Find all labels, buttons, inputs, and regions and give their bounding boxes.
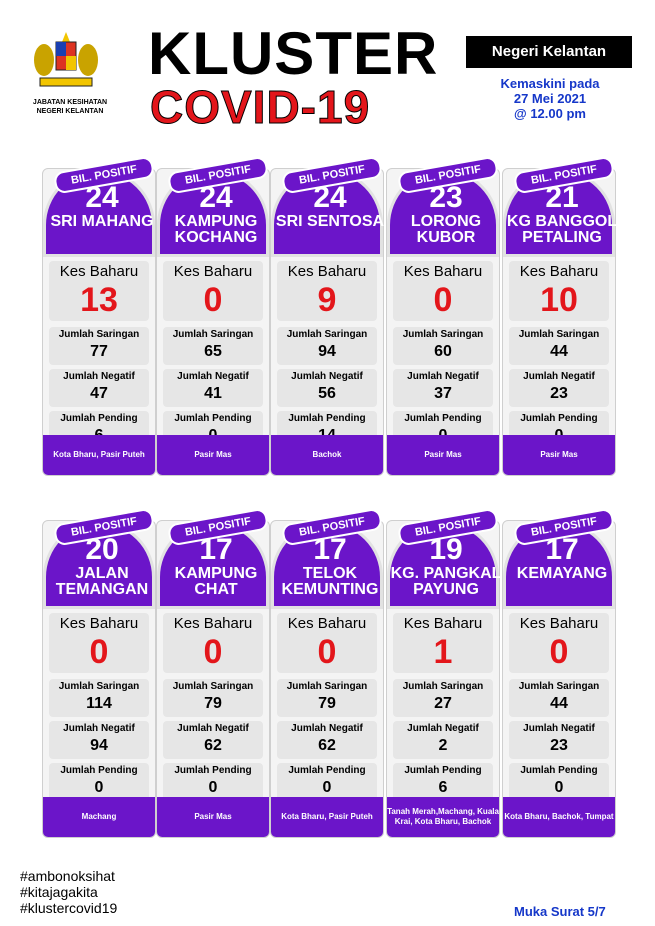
district-label: Machang <box>43 797 155 837</box>
negative-box <box>277 369 377 407</box>
cluster-header <box>43 515 155 609</box>
new-cases-label: Kes Baharu <box>287 263 367 280</box>
negative-value: 56 <box>318 385 336 402</box>
cluster-header <box>387 163 499 257</box>
negative-box <box>49 721 149 759</box>
new-cases-label: Kes Baharu <box>287 615 367 632</box>
pending-value: 0 <box>94 779 104 796</box>
district-label: Kota Bharu, Bachok, Tumpat <box>503 797 615 837</box>
cluster-card <box>386 163 500 476</box>
new-cases-box <box>163 261 263 321</box>
district-label: Bachok <box>271 435 383 475</box>
screened-box <box>509 327 609 365</box>
updated-date: 27 Mei 2021 <box>513 91 587 106</box>
district-label: Pasir Mas <box>387 435 499 475</box>
updated-time: @ 12.00 pm <box>514 106 586 121</box>
district-label: Pasir Mas <box>157 435 269 475</box>
pending-label: Jumlah Pending <box>174 413 252 424</box>
cluster-name: KAMPUNG CHAT <box>174 565 258 598</box>
screened-label: Jumlah Saringan <box>286 681 368 692</box>
cluster-name: TELOK KEMUNTING <box>281 565 379 598</box>
positive-badge: BIL. POSITIF <box>167 507 269 546</box>
positive-count: 19 <box>429 533 463 566</box>
hashtag: #ambonoksihat <box>20 868 115 884</box>
district-label: Kota Bharu, Pasir Puteh <box>43 435 155 475</box>
pending-box <box>49 763 149 801</box>
screened-label: Jumlah Saringan <box>402 329 484 340</box>
cluster-name: LORONG KUBOR <box>410 213 482 246</box>
pending-label: Jumlah Pending <box>520 765 598 776</box>
screened-value: 44 <box>550 695 568 712</box>
screened-value: 77 <box>90 343 108 360</box>
positive-count: 21 <box>545 181 579 214</box>
negative-value: 23 <box>550 737 568 754</box>
negative-value: 62 <box>318 737 336 754</box>
district-label: Pasir Mas <box>157 797 269 837</box>
hashtag: #kitajagakita <box>20 884 98 900</box>
screened-label: Jumlah Saringan <box>172 681 254 692</box>
negative-label: Jumlah Negatif <box>523 723 595 734</box>
new-cases-box <box>393 613 493 673</box>
positive-count: 17 <box>545 533 579 566</box>
cluster-header <box>271 163 385 257</box>
cluster-name: KEMAYANG <box>516 565 608 582</box>
new-cases-box <box>49 261 149 321</box>
positive-badge: BIL. POSITIF <box>53 155 155 194</box>
cluster-card <box>502 163 618 476</box>
new-cases-value: 10 <box>540 281 578 319</box>
screened-box <box>163 679 263 717</box>
negative-label: Jumlah Negatif <box>177 723 249 734</box>
cluster-card <box>42 515 156 838</box>
positive-count: 17 <box>199 533 233 566</box>
new-cases-value: 9 <box>317 281 337 319</box>
screened-label: Jumlah Saringan <box>518 329 600 340</box>
negative-value: 47 <box>90 385 108 402</box>
negative-value: 2 <box>438 737 448 754</box>
new-cases-box <box>509 261 609 321</box>
new-cases-label: Kes Baharu <box>519 615 599 632</box>
pending-box <box>393 763 493 801</box>
new-cases-value: 0 <box>203 281 223 319</box>
positive-badge: BIL. POSITIF <box>281 507 383 546</box>
positive-badge: BIL. POSITIF <box>513 507 615 546</box>
cluster-card <box>502 515 616 838</box>
cluster-card <box>270 515 384 838</box>
new-cases-box <box>393 261 493 321</box>
district-label: Kota Bharu, Pasir Puteh <box>271 797 383 837</box>
negative-box <box>509 369 609 407</box>
negative-box <box>393 369 493 407</box>
screened-value: 79 <box>204 695 222 712</box>
negative-box <box>49 369 149 407</box>
screened-box <box>393 679 493 717</box>
updated-label: Kemaskini pada <box>500 76 600 91</box>
new-cases-label: Kes Baharu <box>403 263 483 280</box>
screened-box <box>393 327 493 365</box>
screened-value: 27 <box>434 695 452 712</box>
screened-label: Jumlah Saringan <box>172 329 254 340</box>
positive-badge: BIL. POSITIF <box>513 155 615 194</box>
pending-value: 0 <box>208 779 218 796</box>
new-cases-label: Kes Baharu <box>173 263 253 280</box>
new-cases-value: 0 <box>203 633 223 671</box>
cluster-header <box>503 163 618 257</box>
positive-badge: BIL. POSITIF <box>53 507 155 546</box>
hashtag: #klustercovid19 <box>20 900 118 916</box>
state-label: Negeri Kelantan <box>466 36 632 68</box>
pending-box <box>277 763 377 801</box>
pending-label: Jumlah Pending <box>520 413 598 424</box>
cluster-card <box>386 515 502 838</box>
screened-box <box>277 327 377 365</box>
cluster-name: SRI SENTOSA <box>275 213 385 230</box>
pending-label: Jumlah Pending <box>174 765 252 776</box>
cluster-header <box>387 515 502 609</box>
cluster-header <box>157 163 269 257</box>
negative-label: Jumlah Negatif <box>523 371 595 382</box>
negative-label: Jumlah Negatif <box>177 371 249 382</box>
negative-label: Jumlah Negatif <box>407 723 479 734</box>
district-label: Pasir Mas <box>503 435 615 475</box>
cluster-header <box>271 515 383 609</box>
new-cases-label: Kes Baharu <box>519 263 599 280</box>
positive-count: 24 <box>199 181 233 214</box>
cluster-card <box>156 515 270 838</box>
screened-label: Jumlah Saringan <box>58 329 140 340</box>
negative-box <box>393 721 493 759</box>
screened-box <box>49 679 149 717</box>
cluster-card <box>270 163 385 476</box>
negative-label: Jumlah Negatif <box>291 723 363 734</box>
title-kluster: KLUSTER <box>148 20 439 87</box>
screened-box <box>509 679 609 717</box>
screened-value: 94 <box>318 343 336 360</box>
pending-label: Jumlah Pending <box>288 765 366 776</box>
new-cases-box <box>277 613 377 673</box>
screened-value: 60 <box>434 343 452 360</box>
positive-count: 17 <box>313 533 347 566</box>
new-cases-box <box>163 613 263 673</box>
screened-value: 65 <box>204 343 222 360</box>
cluster-card <box>156 163 270 476</box>
new-cases-box <box>49 613 149 673</box>
screened-value: 44 <box>550 343 568 360</box>
screened-box <box>49 327 149 365</box>
pending-label: Jumlah Pending <box>404 765 482 776</box>
negative-label: Jumlah Negatif <box>63 723 135 734</box>
pending-value: 6 <box>438 779 448 796</box>
new-cases-label: Kes Baharu <box>59 615 139 632</box>
negative-box <box>509 721 609 759</box>
screened-label: Jumlah Saringan <box>58 681 140 692</box>
district-label: Tanah Merah,Machang, Kuala Krai, Kota Bharu, Bachok <box>387 797 499 837</box>
new-cases-value: 0 <box>317 633 337 671</box>
cluster-name: KG BANGGOL PETALING <box>506 213 618 246</box>
positive-count: 20 <box>85 533 119 566</box>
pending-label: Jumlah Pending <box>404 413 482 424</box>
negative-value: 94 <box>90 737 108 754</box>
new-cases-label: Kes Baharu <box>59 263 139 280</box>
positive-count: 23 <box>429 181 463 214</box>
negative-label: Jumlah Negatif <box>407 371 479 382</box>
cluster-name: KAMPUNG KOCHANG <box>174 213 258 246</box>
screened-value: 79 <box>318 695 336 712</box>
negative-value: 37 <box>434 385 452 402</box>
new-cases-value: 0 <box>433 281 453 319</box>
new-cases-value: 0 <box>549 633 569 671</box>
negative-box <box>163 369 263 407</box>
positive-badge: BIL. POSITIF <box>397 155 499 194</box>
cluster-header <box>157 515 269 609</box>
cluster-name: SRI MAHANG <box>50 213 154 230</box>
cluster-header <box>503 515 615 609</box>
screened-box <box>163 327 263 365</box>
cluster-header <box>43 163 155 257</box>
new-cases-value: 13 <box>80 281 118 319</box>
cluster-name: KG. PANGKAL PAYUNG <box>390 565 502 598</box>
title-covid: COVID-19 <box>150 81 371 133</box>
cluster-card <box>42 163 156 476</box>
negative-value: 23 <box>550 385 568 402</box>
negative-value: 62 <box>204 737 222 754</box>
positive-badge: BIL. POSITIF <box>397 507 499 546</box>
new-cases-label: Kes Baharu <box>403 615 483 632</box>
screened-box <box>277 679 377 717</box>
cluster-name: JALAN TEMANGAN <box>55 565 149 598</box>
pending-label: Jumlah Pending <box>60 765 138 776</box>
negative-label: Jumlah Negatif <box>291 371 363 382</box>
new-cases-value: 1 <box>433 633 453 671</box>
pending-label: Jumlah Pending <box>288 413 366 424</box>
department-name: JABATAN KESIHATAN NEGERI KELANTAN <box>32 99 108 115</box>
coat-of-arms-logo <box>30 30 102 96</box>
positive-badge: BIL. POSITIF <box>281 155 383 194</box>
positive-count: 24 <box>85 181 119 214</box>
page-number: Muka Surat 5/7 <box>514 904 606 919</box>
screened-label: Jumlah Saringan <box>402 681 484 692</box>
screened-value: 114 <box>86 695 112 712</box>
new-cases-label: Kes Baharu <box>173 615 253 632</box>
screened-label: Jumlah Saringan <box>518 681 600 692</box>
pending-box <box>163 763 263 801</box>
pending-label: Jumlah Pending <box>60 413 138 424</box>
negative-box <box>163 721 263 759</box>
new-cases-box <box>277 261 377 321</box>
new-cases-value: 0 <box>89 633 109 671</box>
pending-value: 0 <box>554 779 564 796</box>
updated-info <box>470 76 630 121</box>
positive-count: 24 <box>313 181 347 214</box>
hashtags <box>20 868 117 916</box>
negative-box <box>277 721 377 759</box>
screened-label: Jumlah Saringan <box>286 329 368 340</box>
new-cases-box <box>509 613 609 673</box>
pending-value: 0 <box>322 779 332 796</box>
negative-label: Jumlah Negatif <box>63 371 135 382</box>
pending-box <box>509 763 609 801</box>
negative-value: 41 <box>204 385 222 402</box>
positive-badge: BIL. POSITIF <box>167 155 269 194</box>
